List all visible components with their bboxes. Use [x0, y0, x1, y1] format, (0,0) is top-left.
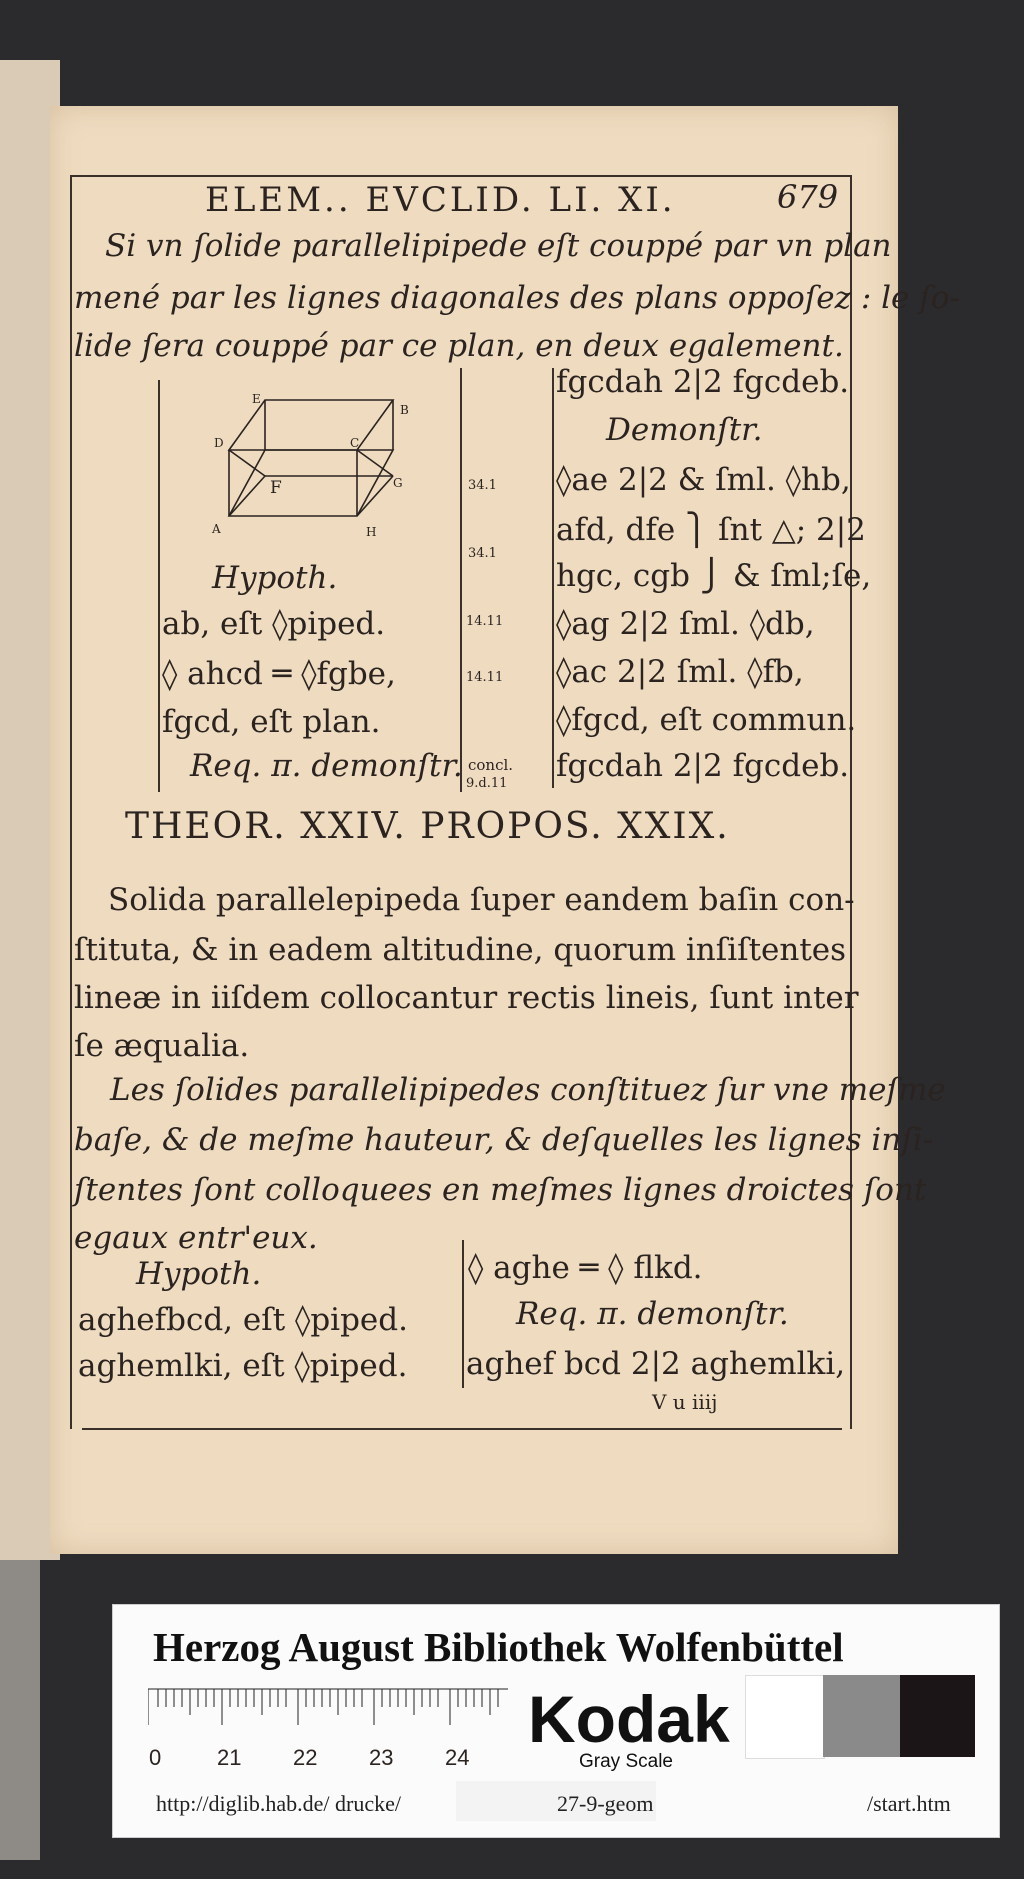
french-line-1: Les ſolides parallelipipedes conſtituez ſur vne meſme — [110, 1072, 946, 1108]
hypoth-line-3: fgcd, eſt plan. — [162, 704, 381, 740]
demo-line-4: ◊ag 2|2 ſml. ◊db, — [556, 606, 815, 642]
demo-line-7: fgcdah 2|2 fgcdeb. — [556, 748, 850, 784]
ruler-label-24: 24 — [445, 1745, 470, 1770]
ruler-label-23: 23 — [369, 1745, 394, 1770]
latin-line-3: lineæ in iiſdem collocantur rectis lineis, ſunt inter — [74, 980, 859, 1016]
ruler-label-0: 0 — [149, 1745, 162, 1770]
demo-line-3: hgc, cgb ⎭ & ſml;ſe, — [556, 558, 872, 594]
page-number: 679 — [777, 178, 839, 216]
french-line-4: egaux entr'eux. — [74, 1220, 318, 1256]
table-rule-mid — [460, 368, 462, 792]
figure-label-e: E — [252, 392, 261, 406]
hypoth-line-4: Req. π. demonſtr. — [190, 748, 463, 784]
right2-line-3: aghef bcd 2|2 aghemlki, — [466, 1346, 846, 1382]
demo-title-1: Demonſtr. — [606, 412, 763, 448]
hypoth-title-2: Hypoth. — [136, 1256, 262, 1292]
figure-label-a: A — [212, 522, 221, 536]
ref-3: 14.11 — [466, 614, 504, 629]
url-middle: 27-9-geom — [557, 1791, 654, 1816]
color-target-card — [112, 1604, 1000, 1838]
ref-6: 9.d.11 — [466, 776, 508, 791]
book-edge — [0, 1560, 40, 1860]
hypoth-title-1: Hypoth. — [212, 560, 338, 596]
library-name: Herzog August Bibliothek Wolfenbüttel — [153, 1624, 844, 1670]
running-header: ELEM.. EVCLID. LI. XI. — [205, 180, 676, 220]
figure-label-b: B — [400, 403, 409, 417]
ref-1: 34.1 — [468, 478, 497, 493]
swatch-gray — [823, 1675, 900, 1757]
hypoth2-line-2: aghemlki, eſt ◊piped. — [78, 1348, 408, 1384]
ruler-label-22: 22 — [293, 1745, 318, 1770]
demo-line-2: afd, dfe ⎫ ſnt △; 2|2 — [556, 512, 866, 548]
prop-fr-line-1: Si vn ſolide parallelipipede eſt couppé par vn plan — [105, 228, 892, 264]
gray-scale-label: Gray Scale — [579, 1751, 673, 1772]
latin-line-2: ſtituta, & in eadem altitudine, quorum inſiſtentes — [74, 932, 847, 968]
figure-label-d: D — [214, 436, 224, 450]
figure-label-c: C — [350, 436, 360, 450]
ref-5: concl. — [468, 756, 514, 774]
figure-label-f: F — [270, 478, 282, 498]
hypoth-line-2: ◊ ahcd ═ ◊fgbe, — [162, 656, 396, 692]
hypoth2-line-1: aghefbcd, eſt ◊piped. — [78, 1302, 408, 1338]
french-line-2: baſe, & de meſme hauteur, & deſquelles les lignes inſi- — [74, 1122, 934, 1158]
table-rule-right — [552, 368, 554, 788]
swatch-white — [745, 1675, 825, 1759]
table-rule-left — [158, 380, 160, 792]
french-line-3: ſtentes ſont colloquees en meſmes lignes droictes ſont — [74, 1172, 927, 1208]
right2-line-1: ◊ aghe ═ ◊ flkd. — [468, 1250, 703, 1286]
prop-fr-line-3: lide ſera couppé par ce plan, en deux egalement. — [74, 328, 844, 364]
latin-line-4: ſe æqualia. — [74, 1028, 250, 1064]
figure-label-g: G — [393, 476, 403, 490]
demo-top: fgcdah 2|2 fgcdeb. — [556, 364, 850, 400]
ref-2: 34.1 — [468, 546, 497, 561]
prop-fr-line-2: mené par les lignes diagonales des plans oppoſez : le ſo- — [74, 280, 960, 316]
ref-4: 14.11 — [466, 670, 504, 685]
theorem-heading: THEOR. XXIV. PROPOS. XXIX. — [125, 806, 730, 847]
hypoth-line-1: ab, eſt ◊piped. — [162, 606, 386, 642]
footer-rule — [82, 1428, 842, 1430]
latin-line-1: Solida parallelepipeda ſuper eandem baſin con- — [108, 882, 855, 918]
kodak-logo: Kodak — [528, 1682, 730, 1756]
demo-line-5: ◊ac 2|2 ſml. ◊fb, — [556, 654, 804, 690]
signature-mark: V u iiij — [652, 1390, 718, 1414]
table2-rule — [462, 1240, 464, 1388]
demo-line-6: ◊fgcd, eſt commun. — [556, 702, 857, 738]
url-left: http://diglib.hab.de/ drucke/ — [156, 1791, 402, 1816]
swatch-black — [900, 1675, 975, 1757]
figure-label-h: H — [366, 525, 377, 539]
parallelepiped-figure — [205, 390, 415, 540]
right2-line-2: Req. π. demonſtr. — [516, 1296, 789, 1332]
demo-line-1: ◊ae 2|2 & ſml. ◊hb, — [556, 462, 851, 498]
url-right: /start.htm — [867, 1791, 951, 1816]
ruler-label-21: 21 — [217, 1745, 242, 1770]
